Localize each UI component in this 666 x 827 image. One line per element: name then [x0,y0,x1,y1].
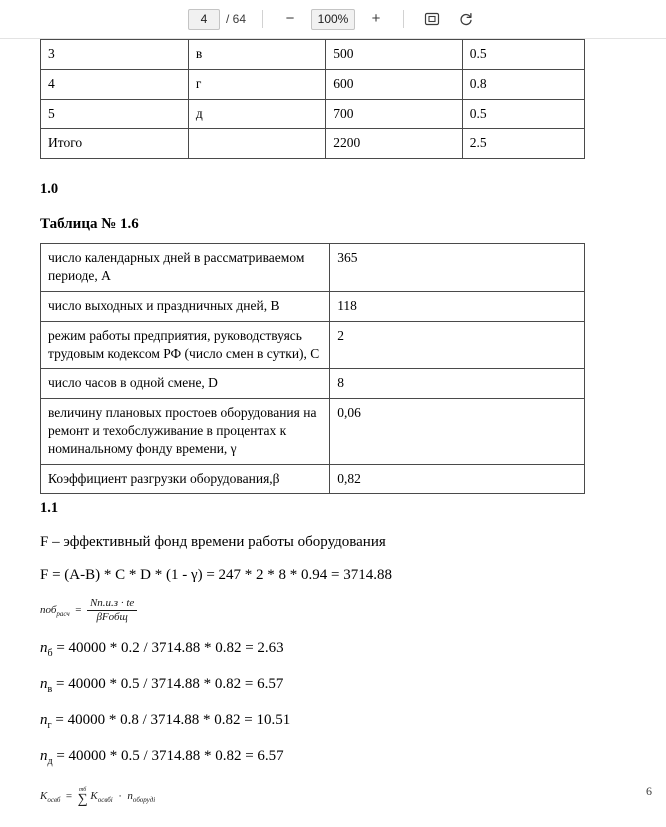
cell: 2200 [326,129,463,159]
table-row [41,291,585,321]
table-row [41,464,585,494]
cell: 600 [326,69,463,99]
cell: 4 [41,69,189,99]
equation-n-oborud: поб$_{расч}$ = $\frac{Nп.и.з \cdot tе}{\text{βFобщ}}$ [40,598,626,623]
cell: 0.5 [462,40,584,70]
table-row [41,99,585,129]
result-line-v [40,676,626,695]
cell: 3 [41,40,189,70]
page-count-label: / 64 [225,12,246,26]
equation-lhs: поб$_{расч}$ [40,603,70,619]
page-navigation [188,9,246,30]
table-time-fund-parameters [40,243,585,494]
cell [188,129,325,159]
cell: 2.5 [462,129,584,159]
result-line-d [40,748,626,767]
page-number-input[interactable] [188,9,220,30]
table-row [41,399,585,464]
result-line-b [40,640,626,659]
cell: 5 [41,99,189,129]
cell: 0.5 [462,99,584,129]
zoom-out-button[interactable]: − [279,8,301,30]
result-text: = 40000 * 0.8 / 3714.88 * 0.82 = 10.51 [55,711,291,728]
formula-effective-fund: F = (A-B) * C * D * (1 - γ) = 247 * 2 * 8 * 0.94 = 3714.88 [40,566,392,583]
parameter-label: Коэффициент разгрузки оборудования,β [41,464,330,494]
toolbar-divider [262,10,263,28]
section-heading-1-1: 1.1 [40,500,59,517]
cell: 0.8 [462,69,584,99]
variable-symbol: $n_б$ [40,639,53,659]
table-row [41,69,585,99]
table-row [41,321,585,369]
result-line-g [40,712,626,731]
parameter-value: 8 [330,369,585,399]
parameter-value: 0,82 [330,464,585,494]
rotate-icon[interactable] [454,8,478,30]
parameter-value: 0,06 [330,399,585,464]
section-heading-1-0: 1.0 [40,181,59,198]
summation-sign: mб ∑ [77,786,88,807]
cell: д [188,99,325,129]
variable-symbol: $n_в$ [40,675,53,695]
pdf-toolbar [0,0,666,39]
parameter-value: 2 [330,321,585,369]
result-text: = 40000 * 0.5 / 3714.88 * 0.82 = 6.57 [56,747,284,764]
equation-fraction: $\frac{Nп.и.з \cdot tе}{\text{βFобщ}}$ [87,598,137,623]
parameter-label: число выходных и праздничных дней, B [41,291,330,321]
result-text: = 40000 * 0.2 / 3714.88 * 0.82 = 2.63 [56,639,284,656]
fit-page-icon[interactable] [420,8,444,30]
table-row [41,244,585,292]
pdf-page [0,39,666,807]
parameter-label: величину плановых простоев оборудования на ремонт и техобслуживание в процентах к номинальному фонду времени, γ [41,399,330,464]
cell: 700 [326,99,463,129]
table-row [41,369,585,399]
table-caption: Таблица № 1.6 [40,216,139,233]
cell: Итого [41,129,189,159]
cell: г [188,69,325,99]
zoom-in-button[interactable]: + [365,8,387,30]
equation-rhs-2: $n_{оборудi}$ [127,790,156,805]
table-row [41,40,585,70]
page-number-footer: 6 [646,783,652,798]
cell: 500 [326,40,463,70]
variable-symbol: $n_г$ [40,711,52,731]
equation-rhs-1: $K_{освбi}$ [90,790,113,805]
cell: в [188,40,325,70]
variable-symbol: $n_д$ [40,747,53,767]
table-row-total [41,129,585,159]
parameter-label: число календарных дней в рассматриваемом периоде, А [41,244,330,292]
parameter-value: 118 [330,291,585,321]
definition-line: F – эффективный фонд времени работы оборудования [40,534,386,551]
result-text: = 40000 * 0.5 / 3714.88 * 0.82 = 6.57 [55,675,284,692]
toolbar-divider-2 [403,10,404,28]
parameter-value: 365 [330,244,585,292]
parameter-label: режим работы предприятия, руководствуясь трудовым кодексом РФ (число смен в сутки), С [41,321,330,369]
equation-lhs: $K_{освб}$ [40,790,61,805]
equation-k-osv: $K_{освб}$ = mб ∑ $K_{освбi} \cdot n_{оборудi}$ [40,786,156,807]
zoom-level-display[interactable]: 100% [311,9,355,30]
table-production-summary [40,39,585,159]
parameter-label: число часов в одной смене, D [41,369,330,399]
